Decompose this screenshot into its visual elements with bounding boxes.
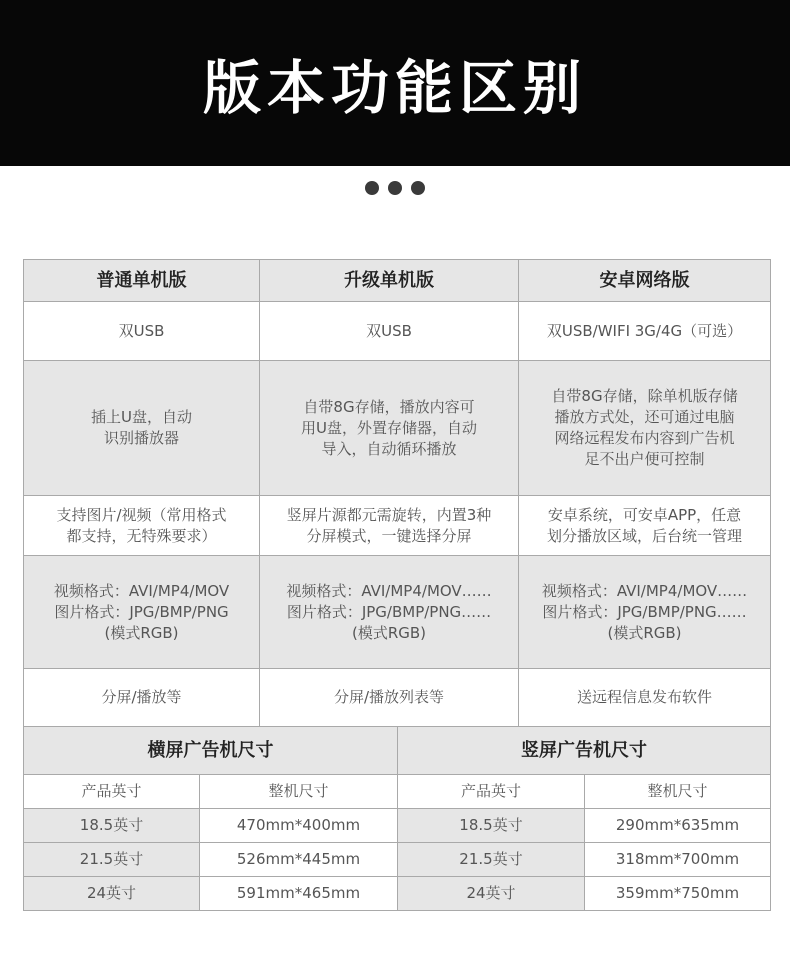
table-cell: 送远程信息发布软件 — [519, 669, 771, 727]
size-table — [23, 726, 771, 911]
table-cell: 视频格式：AVI/MP4/MOV 图片格式：JPG/BMP/PNG (模式RGB) — [24, 556, 260, 669]
table-row — [24, 361, 771, 496]
table-cell: 自带8G存储，除单机版存储 播放方式处，还可通过电脑 网络远程发布内容到广告机 足不出户便可控制 — [519, 361, 771, 496]
table-cell: 双USB/WIFI 3G/4G（可选） — [519, 302, 771, 361]
table-cell: 470mm*400mm — [200, 809, 398, 843]
table-cell: 分屏/播放等 — [24, 669, 260, 727]
table-cell: 18.5英寸 — [398, 809, 585, 843]
table-row — [24, 496, 771, 556]
table-cell: 290mm*635mm — [585, 809, 771, 843]
table-cell: 视频格式：AVI/MP4/MOV…… 图片格式：JPG/BMP/PNG…… (模式RGB) — [260, 556, 519, 669]
table-cell: 双USB — [260, 302, 519, 361]
table-cell: 526mm*445mm — [200, 843, 398, 877]
header-basic: 普通单机版 — [24, 260, 260, 302]
table-cell: 双USB — [24, 302, 260, 361]
table-row — [24, 556, 771, 669]
table-cell: 竖屏片源都元需旋转，内置3种 分屏模式，一键选择分屏 — [260, 496, 519, 556]
table-row — [24, 809, 771, 843]
table-cell: 视频格式：AVI/MP4/MOV…… 图片格式：JPG/BMP/PNG…… (模式RGB) — [519, 556, 771, 669]
header-upgraded: 升级单机版 — [260, 260, 519, 302]
table-cell: 359mm*750mm — [585, 877, 771, 911]
landscape-size-title: 横屏广告机尺寸 — [24, 727, 398, 775]
table-cell: 318mm*700mm — [585, 843, 771, 877]
portrait-size-title: 竖屏广告机尺寸 — [398, 727, 771, 775]
column-product: 产品英寸 — [398, 775, 585, 809]
table-cell: 18.5英寸 — [24, 809, 200, 843]
table-row — [24, 843, 771, 877]
dot-icon — [365, 181, 379, 195]
version-comparison-table — [23, 259, 771, 727]
title-banner — [0, 0, 790, 166]
table-cell: 分屏/播放列表等 — [260, 669, 519, 727]
table-row — [24, 669, 771, 727]
size-column-header-row — [24, 775, 771, 809]
table-cell: 安卓系统，可安卓APP，任意 划分播放区域，后台统一管理 — [519, 496, 771, 556]
header-android: 安卓网络版 — [519, 260, 771, 302]
table-cell: 21.5英寸 — [24, 843, 200, 877]
table-row — [24, 302, 771, 361]
column-machine: 整机尺寸 — [200, 775, 398, 809]
column-machine: 整机尺寸 — [585, 775, 771, 809]
table-header-row — [24, 260, 771, 302]
dot-icon — [388, 181, 402, 195]
decorative-dots — [365, 181, 425, 195]
table-cell: 591mm*465mm — [200, 877, 398, 911]
table-cell: 自带8G存储，播放内容可 用U盘，外置存储器，自动 导入，自动循环播放 — [260, 361, 519, 496]
table-cell: 插上U盘，自动 识别播放器 — [24, 361, 260, 496]
table-row — [24, 877, 771, 911]
table-cell: 24英寸 — [398, 877, 585, 911]
table-cell: 21.5英寸 — [398, 843, 585, 877]
column-product: 产品英寸 — [24, 775, 200, 809]
size-header-row — [24, 727, 771, 775]
page-title: 版本功能区别 — [202, 54, 587, 122]
table-cell: 支持图片/视频（常用格式 都支持，无特殊要求） — [24, 496, 260, 556]
table-cell: 24英寸 — [24, 877, 200, 911]
dot-icon — [411, 181, 425, 195]
